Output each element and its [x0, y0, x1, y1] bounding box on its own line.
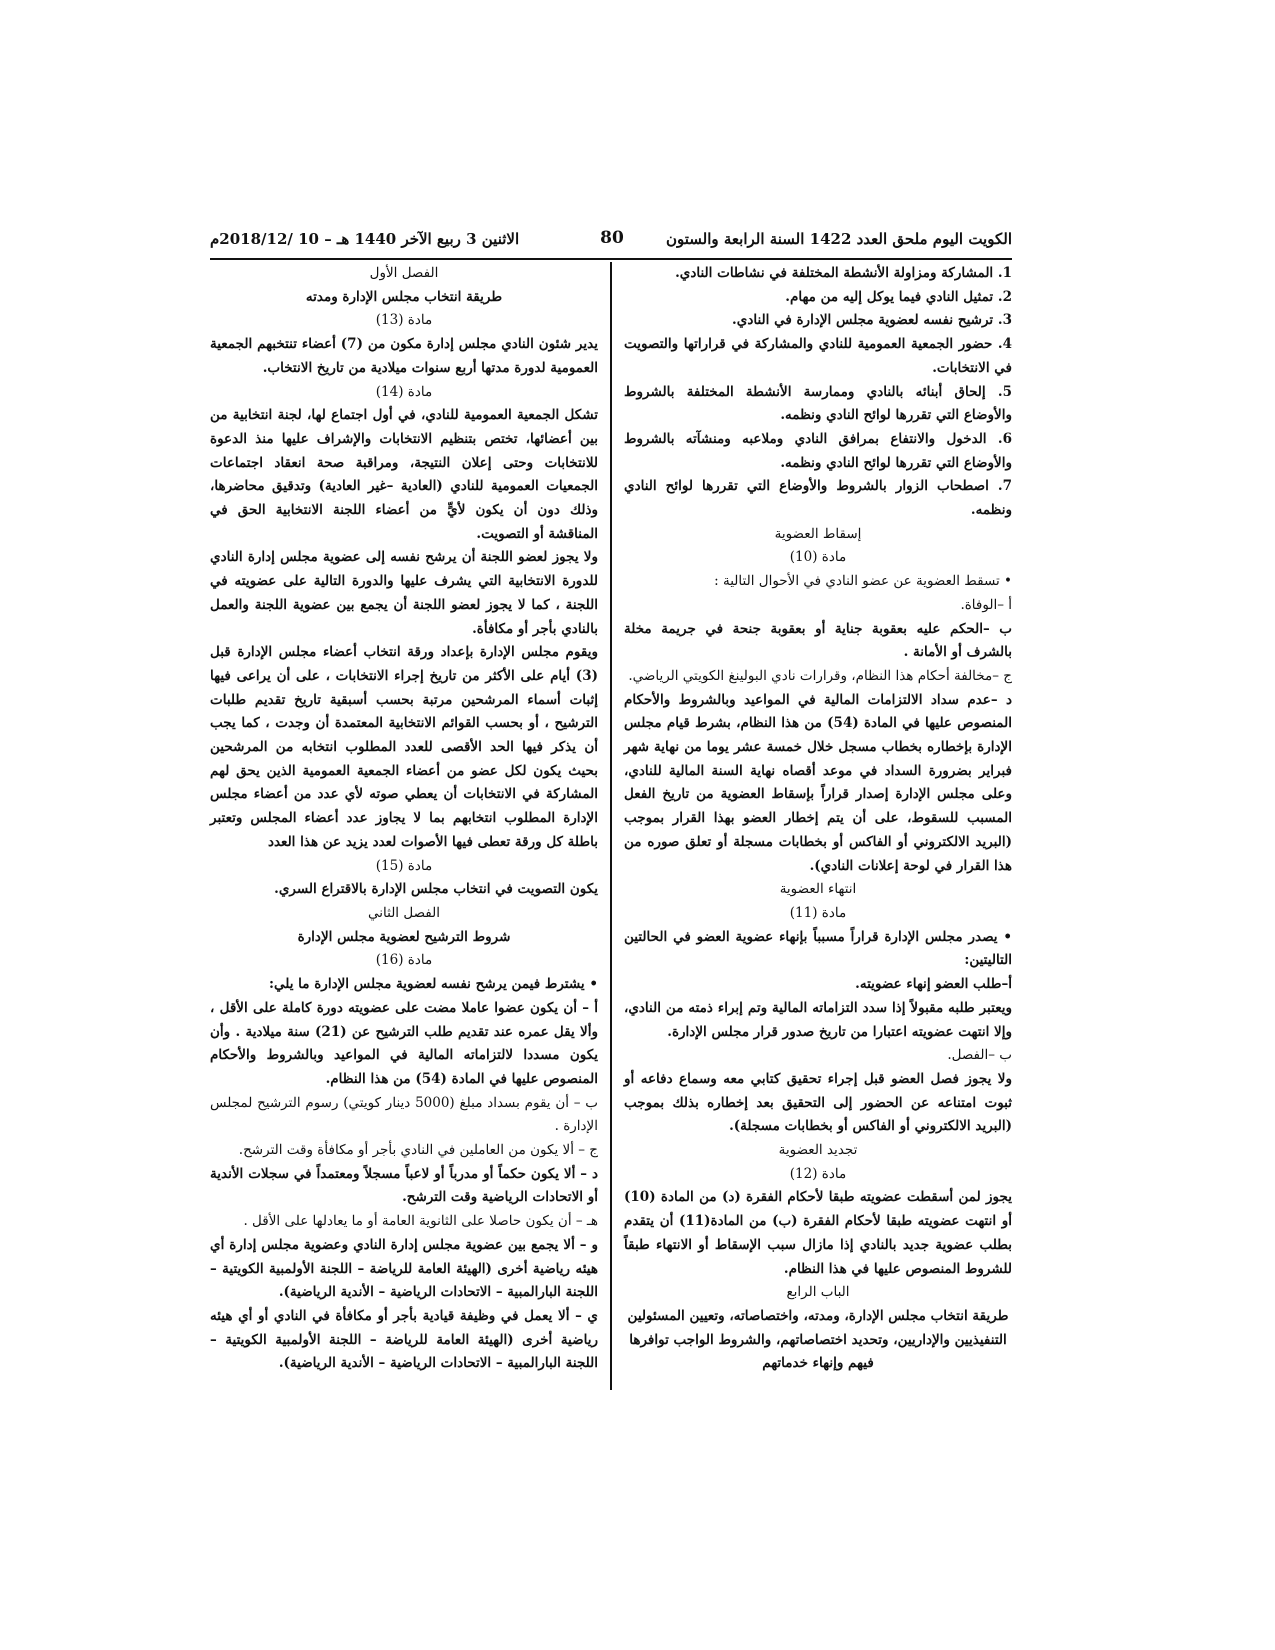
paragraph: د –عدم سداد الالتزامات المالية في المواعيد وبالشروط والأحكام المنصوص عليها في المادة (54) من هذا النظام، بشرط قيام مجلس الإدارة بإخطاره بخطاب مسجل خلال خمسة عشر يوما من نهاية شهر فبراير بضرورة السداد في موعد أقصاه نهاية السنة المالية للنادي، وعلى مجلس الإدارة إصدار قراراً بإسقاط العضوية من تاريخ الفعل المسبب للسقوط، على أن يتم إخطار العضو بهذا القرار بموجب (البريد الالكتروني أو الفاكس أو بخطابات مسجلة أو تعلق صوره من هذا القرار في لوحة إعلانات النادي). [624, 691, 1012, 874]
paragraph: تشكل الجمعية العمومية للنادي، في أول اجتماع لها، لجنة انتخابية من بين أعضائها، تختص بتنظيم الانتخابات والإشراف عليها منذ الدعوة للانتخابات وحتى إعلان النتيجة، ومراقبة صحة انعقاد اجتماعات الجمعيات العمومية للنادي (العادية –غير العادية) وتدقيق محاضرها، وذلك دون أن يكون لأيٍّ من أعضاء اللجنة الانتخابية الحق في المناقشة أو التصويت. [210, 407, 598, 542]
chapter-title: طريقة انتخاب مجلس الإدارة، ومدته، واختصاصاته، وتعيين المسئولين التنفيذيين والإداريين، وتحديد اختصاصاتهم، والشروط الواجب توافرها فيهم وإنهاء خدماتهم [627, 1307, 1009, 1372]
paragraph: أ – أن يكون عضوا عاملا مضت على عضويته دورة كاملة على الأقل ، وألا يقل عمره عند تقديم طلب الترشيح عن (21) سنة ميلادية . وأن يكون مسددا لالتزاماته المالية في المواعيد وبالشروط والأحكام المنصوص عليها في المادة (54) من هذا النظام. [210, 999, 598, 1087]
list-item: 3. ترشيح نفسه لعضوية مجلس الإدارة في النادي. [732, 312, 1012, 329]
section-heading: انتهاء العضوية [779, 881, 857, 898]
paragraph: ويقوم مجلس الإدارة بإعداد ورقة انتخاب أعضاء مجلس الإدارة قبل (3) أيام على الأكثر من تاريخ إجراء الانتخابات ، على أن يراعى فيها إثبات أسماء المرشحين مرتبة بحسب أسبقية تاريخ تقديم طلبات الترشيح ، أو بحسب القوائم الانتخابية المعتمدة أن وجدت ، كما يجب أن يذكر فيها الحد الأقصى للعدد المطلوب انتخابه من المرشحين بحيث يكون لكل عضو من أعضاء الجمعية العمومية الذين يحق لهم المشاركة في الانتخابات أن يعطي صوته لأي عدد من أعضاء مجلس الإدارة المطلوب انتخابهم بما لا يجاوز عدد أعضاء المجلس وتعتبر باطلة كل ورقة تعطى فيها الأصوات لعدد يزيد عن هذا العدد [210, 644, 598, 850]
paragraph: ويعتبر طلبه مقبولاً إذا سدد التزاماته المالية وتم إبراء ذمته من النادي، وإلا انتهت عضويته اعتبارا من تاريخ صدور قرار مجلس الإدارة. [624, 999, 1012, 1040]
article-heading: مادة (13) [375, 312, 433, 329]
paragraph: يدير شئون النادي مجلس إدارة مكون من (7) أعضاء تنتخبهم الجمعية العمومية لدورة مدتها أربع سنوات ميلادية من تاريخ الانتخاب. [210, 336, 598, 376]
paragraph: ب –الحكم عليه بعقوبة جناية أو بعقوبة جنحة في جريمة مخلة بالشرف أو الأمانة . [624, 620, 1012, 661]
section-heading: إسقاط العضوية [774, 525, 862, 542]
list-item: 5. إلحاق أبنائه بالنادي وممارسة الأنشطة المختلفة بالشروط والأوضاع التي تقررها لوائح النادي ونظمه. [624, 383, 1012, 424]
paragraph: ج –مخالفة أحكام هذا النظام، وقرارات نادي البولينغ الكويتي الرياضي. [628, 667, 1012, 684]
paragraph: أ –الوفاة. [960, 596, 1012, 613]
left-column [210, 262, 598, 1376]
paragraph: ج – ألا يكون من العاملين في النادي بأجر أو مكافأة وقت الترشح. [238, 1142, 598, 1159]
paragraph: و – ألا يجمع بين عضوية مجلس إدارة النادي وعضوية مجلس إدارة أي هيئه رياضية أخرى (الهيئة العامة للرياضة – اللجنة الأولمبية الكويتية – اللجنة البارالمبية – الاتحادات الرياضية – الأندية الرياضية). [210, 1236, 598, 1301]
article-heading: مادة (12) [789, 1165, 847, 1182]
paragraph: يكون التصويت في انتخاب مجلس الإدارة بالاقتراع السري. [274, 881, 598, 898]
paragraph: • يشترط فيمن يرشح نفسه لعضوية مجلس الإدارة ما يلي: [269, 976, 598, 993]
chapter-heading: الباب الرابع [786, 1284, 850, 1301]
section-heading: الفصل الأول [369, 265, 439, 281]
paragraph: ولا يجوز لعضو اللجنة أن يرشح نفسه إلى عضوية مجلس إدارة النادي للدورة الانتخابية التي يشرف عليها والدورة التالية على عضويته في اللجنة ، كما لا يجوز لعضو اللجنة أن يجمع بين عضوية اللجنة والعمل بالنادي بأجر أو مكافأة. [210, 549, 598, 637]
paragraph: • تسقط العضوية عن عضو النادي في الأحوال التالية : [714, 573, 1012, 590]
section-title: طريقة انتخاب مجلس الإدارة ومدته [305, 288, 503, 305]
paragraph: هـ – أن يكون حاصلا على الثانوية العامة أو ما يعادلها على الأقل . [243, 1213, 598, 1230]
article-heading: مادة (11) [789, 904, 847, 921]
paragraph: د – ألا يكون حكماً أو مدرباً أو لاعباً مسجلاً ومعتمداً في سجلات الأندية أو الاتحادات الرياضية وقت الترشح. [210, 1165, 598, 1206]
right-column [624, 262, 1012, 1376]
paragraph: أ–طلب العضو إنهاء عضويته. [855, 976, 1012, 993]
paragraph: ب –الفصل. [947, 1047, 1012, 1064]
paragraph: يجوز لمن أسقطت عضويته طبقا لأحكام الفقرة (د) من المادة (10) أو انتهت عضويته طبقا لأحكام الفقرة (ب) من المادة(11) أن يتقدم بطلب عضوية جديد بالنادي إذا مازال سبب الإسقاط أو الانتهاء طبقاً للشروط المنصوص عليها في هذا النظام. [624, 1189, 1012, 1277]
list-item: 4. حضور الجمعية العمومية للنادي والمشاركة في قراراتها والتصويت في الانتخابات. [624, 336, 1012, 376]
list-item: 6. الدخول والانتفاع بمرافق النادي وملاعبه ومنشآته بالشروط والأوضاع التي تقررها لوائح النادي ونظمه. [624, 430, 1012, 471]
section-heading: الفصل الثاني [368, 904, 440, 921]
article-heading: مادة (10) [789, 549, 847, 566]
section-title: شروط الترشيح لعضوية مجلس الإدارة [297, 928, 511, 945]
page-number: 80 [600, 228, 624, 248]
article-heading: مادة (15) [375, 857, 433, 874]
article-heading: مادة (14) [375, 383, 433, 400]
section-heading: تجديد العضوية [778, 1142, 858, 1159]
list-item: 2. تمثيل النادي فيما يوكل إليه من مهام. [785, 288, 1012, 305]
paragraph: • يصدر مجلس الإدارة قراراً مسبباً بإنهاء عضوية العضو في الحالتين التاليتين: [624, 928, 1012, 969]
header-publication: الكويت اليوم ملحق العدد 1422 السنة الرابعة والستون [666, 230, 1012, 248]
article-heading: مادة (16) [375, 952, 433, 969]
list-item: 7. اصطحاب الزوار بالشروط والأوضاع التي تقررها لوائح النادي ونظمه. [624, 478, 1012, 519]
column-divider [610, 262, 612, 1390]
header-date: الاثنين 3 ربيع الآخر 1440 هـ – 10 /2018/12م [210, 230, 520, 248]
page-header [210, 230, 1012, 258]
list-item: 1. المشاركة ومزاولة الأنشطة المختلفة في نشاطات النادي. [675, 265, 1012, 281]
paragraph: ي – ألا يعمل في وظيفة قيادية بأجر أو مكافأة في النادي أو أي هيئه رياضية أخرى (الهيئة العامة للرياضة – اللجنة الأولمبية الكويتية – اللجنة البارالمبية – الاتحادات الرياضية – الأندية الرياضية). [210, 1307, 598, 1372]
paragraph: ولا يجوز فصل العضو قبل إجراء تحقيق كتابي معه وسماع دفاعه أو ثبوت امتناعه عن الحضور إلى التحقيق بعد إخطاره بذلك بموجب (البريد الالكتروني أو الفاكس أو بخطابات مسجلة). [624, 1070, 1012, 1135]
header-rule [210, 258, 1012, 260]
paragraph: ب – أن يقوم بسداد مبلغ (5000 دينار كويتي) رسوم الترشيح لمجلس الإدارة . [210, 1094, 598, 1135]
